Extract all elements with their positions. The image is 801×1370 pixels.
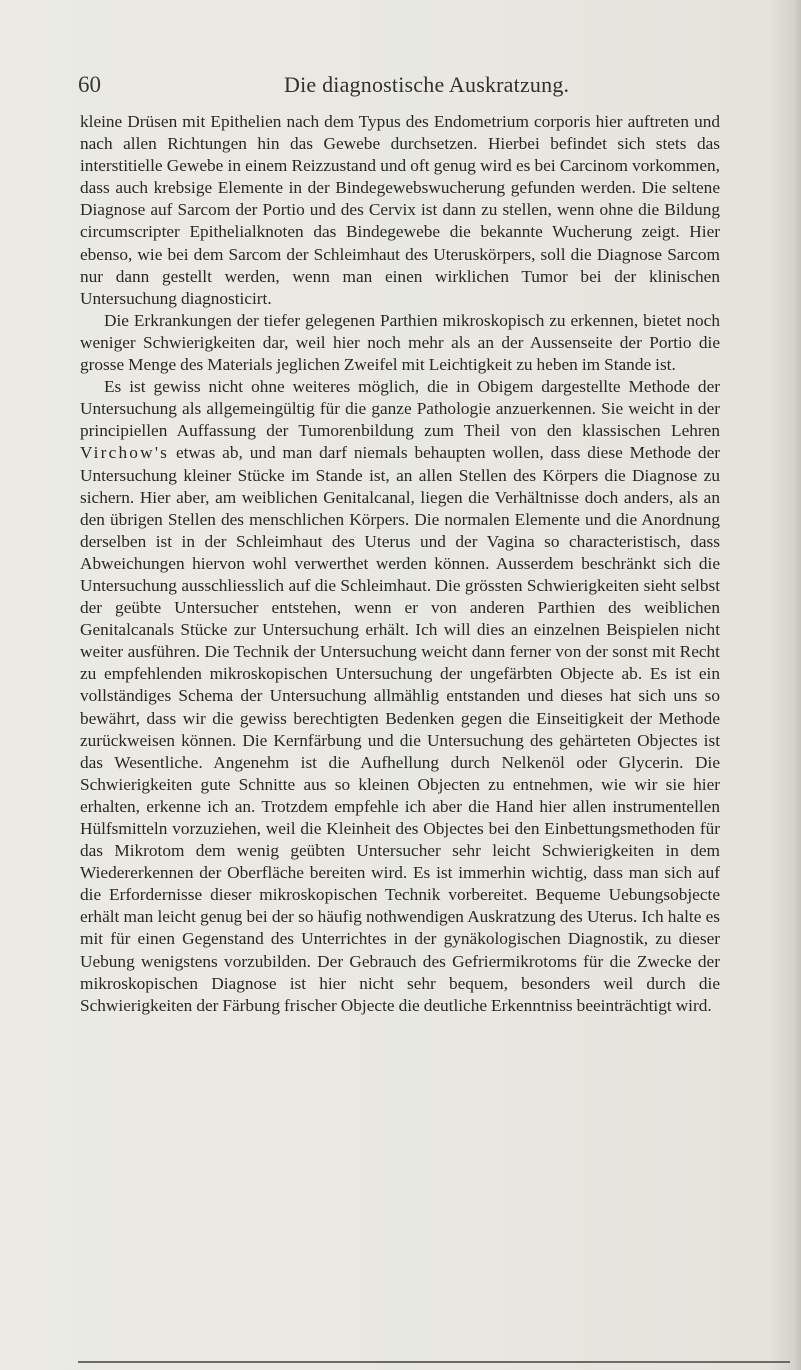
paragraph-3-part-2: etwas ab, und man darf niemals behaupten wollen, dass diese Methode der Untersuchung kleiner Stücke im Stande ist, an allen Stellen des Körpers die Diagnose zu sichern. Hier aber, am weiblichen Genitalcanal, liegen die Verhältnisse doch anders, als an den übrigen Stellen des menschlichen Körpers. Die normalen Elemente und die Anordnung derselben ist in der Schleimhaut des Uterus und der Vagina so characteristisch, dass Abweichungen hiervon wohl verwerthet werden können. Ausserdem beschränkt sich die Untersuchung ausschliesslich auf die Schleimhaut. Die grössten Schwierigkeiten sieht selbst der geübte Untersucher entstehen, wenn er von anderen Parthien des weiblichen Genitalcanals Stücke zur Untersuchung erhält. Ich will dies an einzelnen Beispielen nicht weiter ausführen. Die Technik der Untersuchung weicht dann ferner von der sonst mit Recht zu empfehlenden mikroskopischen Untersuchung der ungefärbten Objecte ab. Es ist ein vollständiges Schema der Untersuchung allmählig entstanden und dieses hat sich uns so bewährt, dass wir die gewiss berechtigten Bedenken gegen die Einseitigkeit der Methode zurückweisen können. Die Kernfärbung und die Untersuchung des gehärteten Objectes ist das Wesentliche. Angenehm ist die Aufhellung durch Nelkenöl oder Glycerin. Die Schwierigkeiten gute Schnitte aus so kleinen Objecten zu entnehmen, wie wir sie hier erhalten, erkenne ich an. Trotzdem empfehle ich aber die Hand hier allen instrumentellen Hülfsmitteln vorzuziehen, weil die Kleinheit des Objectes bei den Einbettungsmethoden für das Mikrotom dem wenig geübten Untersucher sehr leicht Schwierigkeiten in dem Wiedererkennen der Oberfläche bereiten wird. Es ist immerhin wichtig, dass man sich auf die Erfordernisse dieser mikroskopischen Technik vorbereitet. Bequeme Uebungsobjecte erhält man leicht genug bei der so häufig nothwendigen Auskratzung des Uterus. Ich halte es mit für einen Gegenstand des Unterrichtes in der gynäkologischen Diagnostik, zu dieser Uebung wenigstens vorzubilden. Der Gebrauch des Gefriermikrotoms für die Zwecke der mikroskopischen Diagnose ist hier nicht sehr bequem, besonders weil durch die Schwierigkeiten der Färbung frischer Objecte die deutliche Erkenntniss beeinträchtigt wird.: [80, 443, 720, 1015]
body-text: [80, 111, 720, 1017]
bottom-rule: [78, 1361, 790, 1363]
running-title: Die diagnostische Auskratzung.: [284, 72, 570, 97]
paragraph-1: kleine Drüsen mit Epithelien nach dem Typus des Endometrium corporis hier auftreten und nach allen Richtungen hin das Gewebe durchsetzen. Hierbei befindet sich stets das interstitielle Gewebe in einem Reizzustand und oft genug wird es bei Carcinom vorkommen, dass auch krebsige Elemente in der Bindegewebswucherung gefunden werden. Die seltene Diagnose auf Sarcom der Portio und des Cervix ist dann zu stellen, wenn ohne die Bildung circumscripter Epithelialknoten das Bindegewebe die bekannte Wucherung zeigt. Hier ebenso, wie bei dem Sarcom der Schleimhaut des Uteruskörpers, soll die Diagnose Sarcom nur dann gestellt werden, wenn man einen wirklichen Tumor bei der klinischen Untersuchung diagnosticirt.: [80, 112, 720, 308]
page-edge-shadow: [792, 0, 801, 1370]
page-number: 60: [78, 72, 101, 97]
paragraph-3-part-1: Es ist gewiss nicht ohne weiteres möglich, die in Obigem dargestellte Methode der Untersuchung als allgemeingültig für die ganze Pathologie anzuerkennen. Sie weicht in der principiellen Auffassung der Tumorenbildung zum Theil von den klassischen Lehren: [80, 377, 720, 441]
paragraph-2: Die Erkrankungen der tiefer gelegenen Parthien mikroskopisch zu erkennen, bietet noch weniger Schwierigkeiten dar, weil hier noch mehr als an der Aussenseite der Portio die grosse Menge des Materials jeglichen Zweifel mit Leichtigkeit zu heben im Stande ist.: [80, 310, 720, 375]
paragraph-3: [80, 376, 720, 1017]
author-name-virchow: Virchow's: [80, 443, 170, 463]
page-header: [78, 72, 718, 102]
